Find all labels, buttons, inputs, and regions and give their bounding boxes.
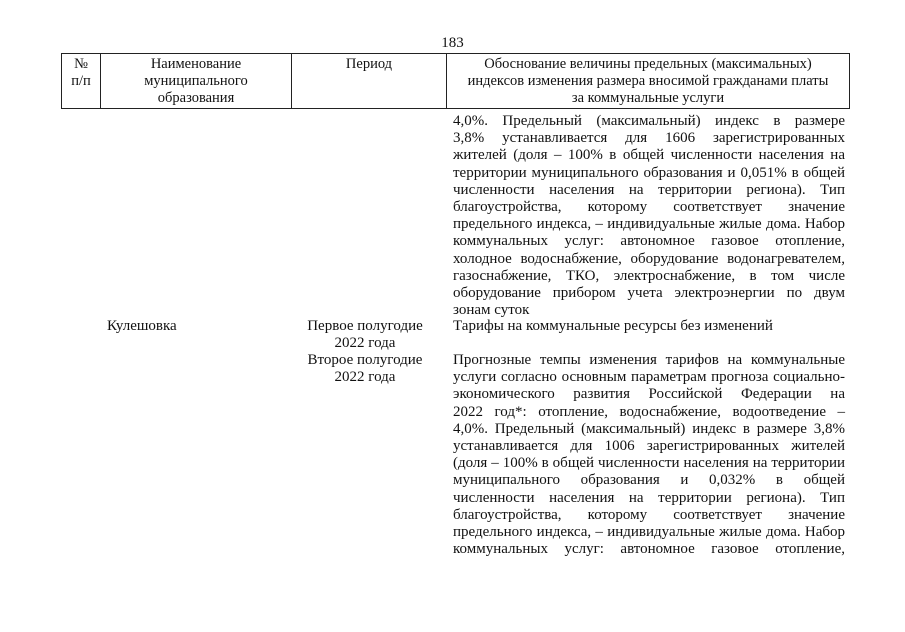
text-line: 4,0%. Предельный (максимальный) индекс в размере 3,8% xyxy=(453,420,845,437)
header-text: муниципального xyxy=(144,73,248,89)
header-text: Период xyxy=(345,56,393,72)
text-line: экономического развития Российской Федерации на xyxy=(453,386,845,403)
text-line: коммунальных услуг: автономное газовое отопление, xyxy=(453,233,845,250)
no-change-note: Тарифы на коммунальные ресурсы без изменений xyxy=(453,318,773,334)
text-line: зонам суток xyxy=(453,302,530,319)
header-text: п/п xyxy=(71,73,91,89)
text-line: 3,8% устанавливается для 1606 зарегистрированных xyxy=(453,130,845,147)
text-line: предельного индекса, – индивидуальные жилые дома. Набор xyxy=(453,216,845,233)
text-line: услуги согласно основным параметрам прогноза социально- xyxy=(453,369,845,386)
text-line: муниципального образования и 0,032% в общей xyxy=(453,472,845,489)
table-header xyxy=(61,53,850,109)
header-cell-period xyxy=(292,54,446,108)
text-line: благоустройства, которому соответствует значение xyxy=(453,199,845,216)
text-line: Прогнозные темпы изменения тарифов на коммунальные xyxy=(453,352,845,368)
text-line: оборудование прибором учета электроэнергии по двум xyxy=(453,285,845,302)
period-text: 2022 года xyxy=(334,369,396,386)
text-line: газоснабжение, ТКО, электроснабжение, в том числе xyxy=(453,267,845,284)
header-text: № xyxy=(74,56,88,72)
header-text: Обоснование величины предельных (максимальных) xyxy=(484,56,812,72)
period-text: Второе полугодие xyxy=(307,352,423,368)
header-cell-municipality xyxy=(101,54,291,108)
text-line: 4,0%. Предельный (максимальный) индекс в размере xyxy=(453,113,845,129)
header-cell-basis xyxy=(447,54,849,108)
text-line: коммунальных услуг: автономное газовое отопление, xyxy=(453,541,845,558)
page-number: 183 xyxy=(441,35,464,51)
text-line: холодное водоснабжение, оборудование водонагревателем, xyxy=(453,250,845,267)
basis-paragraph-continued xyxy=(453,113,845,319)
text-line: предельного индекса, – индивидуальные жилые дома. Набор xyxy=(453,524,845,541)
text-line: благоустройства, которому соответствует значение xyxy=(453,506,845,523)
header-text: за коммунальные услуги xyxy=(571,90,725,106)
text-line: 2022 год*: отопление, водоснабжение, водоотведение – xyxy=(453,403,845,420)
header-text: образования xyxy=(157,90,235,106)
period-text: 2022 года xyxy=(334,335,396,352)
text-line: территории муниципального образования и 0,051% в общей xyxy=(453,164,845,181)
header-text: Наименование xyxy=(150,56,242,72)
text-line: численности населения на территории региона). Тип xyxy=(453,489,845,506)
text-line: устанавливается для 1006 зарегистрированных жителей xyxy=(453,438,845,455)
period-first-half xyxy=(303,318,427,352)
basis-paragraph-second-half xyxy=(453,352,845,558)
municipality-name: Кулешовка xyxy=(107,318,177,334)
text-line: жителей (доля – 100% в общей численности населения на xyxy=(453,147,845,164)
text-line: численности населения на территории региона). Тип xyxy=(453,181,845,198)
text-line: (доля – 100% в общей численности населения на территории xyxy=(453,455,845,472)
period-text: Первое полугодие xyxy=(307,318,423,334)
header-cell-number xyxy=(62,54,100,108)
period-second-half xyxy=(303,352,427,386)
header-text: индексов изменения размера вносимой гражданами платы xyxy=(467,73,829,89)
